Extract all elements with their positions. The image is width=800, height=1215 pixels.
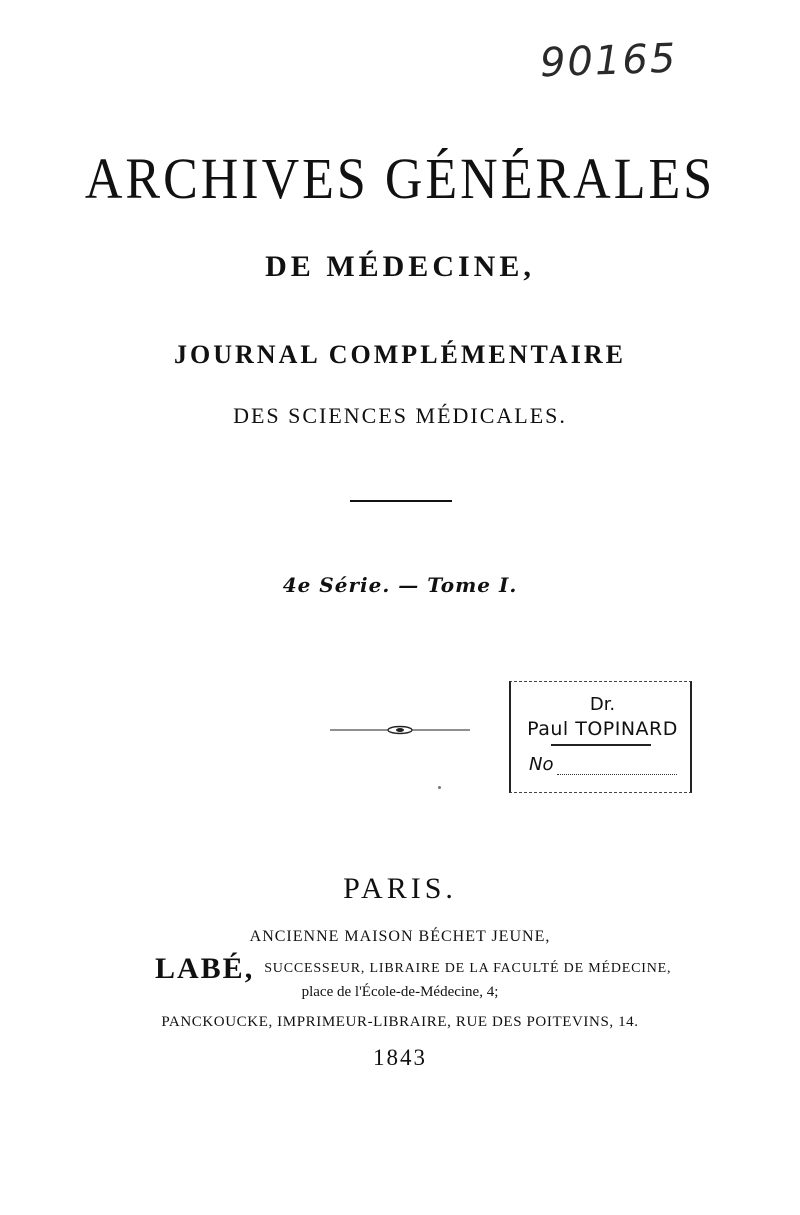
stamp-title: Dr. [589,694,616,715]
publisher-line4: PANCKOUCKE, IMPRIMEUR-LIBRAIRE, RUE DES POITEVINS, 14. [161,1014,639,1030]
journal-subtitle-line1: DE MÉDECINE, [265,250,535,283]
series-volume-line: 4e Série. — Tome I. [282,573,518,597]
publisher-line2-rest: SUCCESSEUR, LIBRAIRE DE LA FACULTÉ DE MÉDECINE, [264,961,672,976]
publisher-line2 [155,952,671,986]
publisher-line1: ANCIENNE MAISON BÉCHET JEUNE, [249,928,551,945]
publisher-line3: place de l'École-de-Médecine, 4; [301,984,499,1000]
stamp-underline [551,744,651,746]
journal-title: ARCHIVES GÉNÉRALES [84,147,716,212]
publisher-name: LABÉ, [155,952,255,985]
ornament-divider [330,724,470,736]
stamp-owner-name: Paul TOPINARD [527,718,678,740]
handwritten-catalog-number: 90165 [539,35,679,87]
print-speck [438,786,441,789]
publication-year: 1843 [373,1045,427,1070]
journal-subtitle-line3: DES SCIENCES MÉDICALES. [233,403,567,428]
publisher-city: PARIS. [343,872,457,905]
stamp-number-dotted-line [557,774,677,775]
stamp-number-label: No [529,754,554,775]
journal-subtitle-line2: JOURNAL COMPLÉMENTAIRE [174,340,626,369]
library-stamp [509,681,692,793]
horizontal-rule [350,500,452,502]
